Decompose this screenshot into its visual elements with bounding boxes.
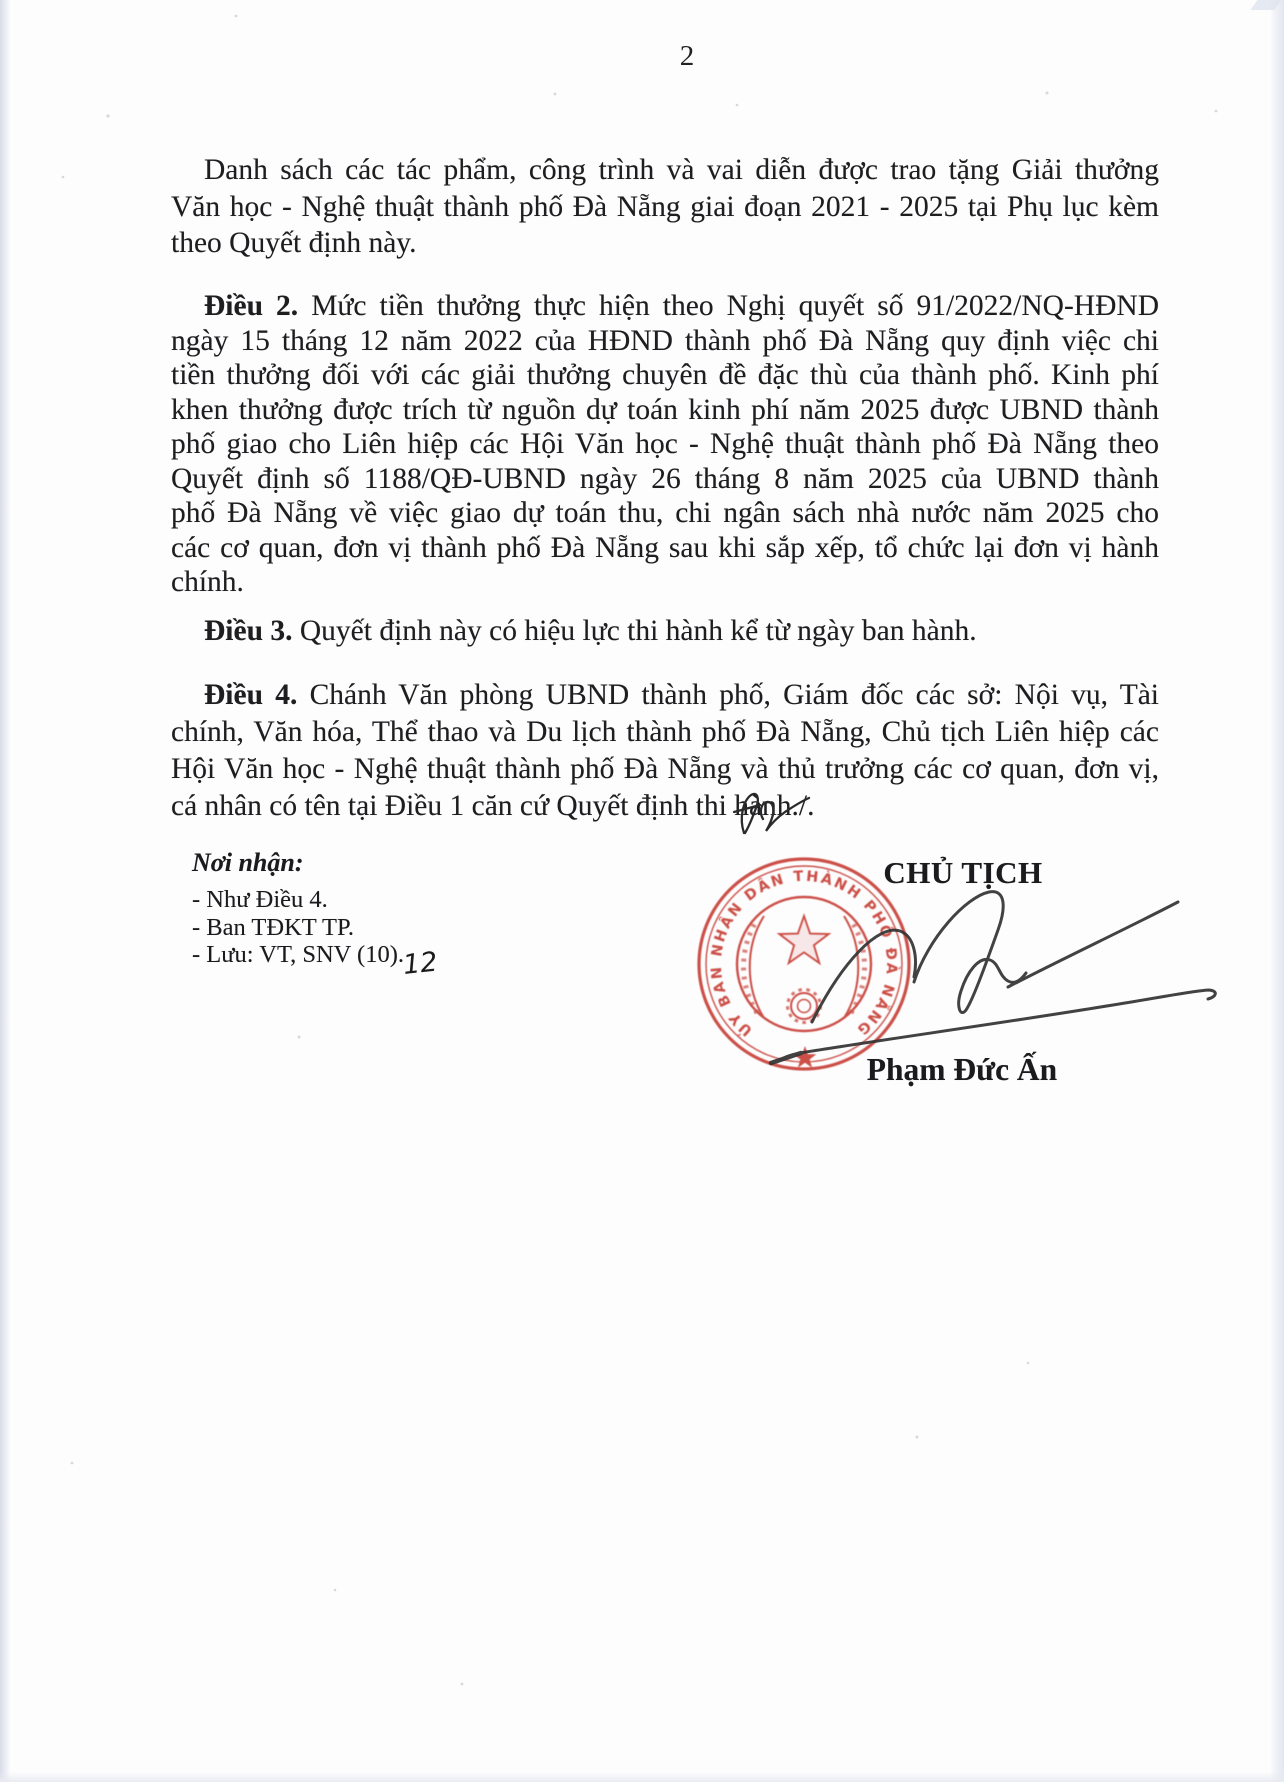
text-line-content: chính. — [171, 566, 244, 598]
text-line — [171, 189, 1159, 226]
page-edge-shadow-left — [0, 0, 11, 1782]
paragraph-intro — [171, 152, 1159, 262]
text-line-content: Quyết định này có hiệu lực thi hành kể từ ngày ban hành. — [292, 615, 977, 647]
article-lead: Điều 2. — [204, 290, 299, 322]
paragraph-article-3 — [171, 613, 1159, 650]
text-line-content: Quyết định số 1188/QĐ-UBND ngày 26 tháng 8 năm 2025 của UBND thành — [171, 462, 1159, 495]
text-line — [171, 714, 1159, 751]
signer-name: Phạm Đức Ấn — [866, 1052, 1058, 1087]
text-line — [171, 225, 1159, 262]
recipients-title: Nơi nhận: — [192, 848, 304, 877]
text-line-content: ngày 15 tháng 12 năm 2022 của HĐND thành phố Đà Nẵng quy định việc chi — [171, 324, 1159, 357]
text-line-content: Hội Văn học - Nghệ thuật thành phố Đà Nẵng và thủ trưởng các cơ quan, đơn vị, — [171, 753, 1159, 785]
text-line-content: Mức tiền thưởng thực hiện theo Nghị quyết số 91/2022/NQ-HĐND — [298, 290, 1160, 322]
text-line-content: phố giao cho Liên hiệp các Hội Văn học - Nghệ thuật thành phố Đà Nẵng theo — [171, 428, 1159, 460]
text-line-content: Văn học - Nghệ thuật thành phố Đà Nẵng giai đoạn 2021 - 2025 tại Phụ lục kèm — [171, 190, 1159, 223]
text-line-content: theo Quyết định này. — [171, 227, 417, 259]
text-line — [171, 358, 1159, 393]
handwritten-number: 12 — [401, 946, 439, 981]
page-number: 2 — [679, 40, 695, 72]
text-line — [171, 613, 1159, 650]
text-line — [171, 677, 1159, 714]
text-line — [171, 462, 1159, 497]
text-line — [171, 152, 1159, 189]
page-edge-shadow-right — [1270, 0, 1284, 1782]
text-line — [171, 324, 1159, 359]
stamp-bottom-star-icon — [794, 1046, 817, 1068]
text-line-content: chính, Văn hóa, Thể thao và Du lịch thành phố Đà Nẵng, Chủ tịch Liên hiệp các — [171, 716, 1159, 748]
text-line-content: Chánh Văn phòng UBND thành phố, Giám đốc các sở: Nội vụ, Tài — [297, 679, 1160, 711]
text-line — [171, 788, 1159, 825]
signer-title: CHỦ TỊCH — [883, 855, 1043, 890]
text-line-content: cá nhân có tên tại Điều 1 căn cứ Quyết định thi hành./. — [171, 790, 815, 822]
text-line-content: phố Đà Nẵng về việc giao dự toán thu, chi ngân sách nhà nước năm 2025 cho — [171, 497, 1159, 529]
article-lead: Điều 4. — [204, 679, 298, 711]
recipient-item: - Như Điều 4. — [192, 886, 328, 913]
text-line — [171, 531, 1159, 566]
text-line-content: các cơ quan, đơn vị thành phố Đà Nẵng sau khi sắp xếp, tổ chức lại đơn vị hành — [171, 531, 1159, 564]
text-line-content: tiền thưởng đối với các giải thưởng chuyên đề đặc thù của thành phố. Kinh phí — [171, 359, 1159, 391]
recipient-item: - Lưu: VT, SNV (10). — [192, 941, 404, 968]
paragraph-article-2 — [171, 289, 1159, 600]
text-line — [171, 751, 1159, 788]
text-line — [171, 393, 1159, 428]
paragraph-article-4 — [171, 677, 1159, 825]
article-lead: Điều 3. — [204, 615, 293, 647]
text-line-content: Danh sách các tác phẩm, công trình và vai diễn được trao tặng Giải thưởng — [204, 154, 1159, 186]
text-line — [171, 565, 1159, 600]
text-line — [171, 496, 1159, 531]
signature-ink — [771, 892, 1215, 1063]
recipient-item: - Ban TĐKT TP. — [192, 913, 354, 941]
text-line — [171, 427, 1159, 462]
national-emblem-icon — [744, 916, 865, 1023]
recipients-block — [192, 848, 404, 969]
page-edge-shadow-bottom — [0, 1772, 1284, 1782]
text-line-content: khen thưởng được trích từ nguồn dự toán kinh phí năm 2025 được UBND thành — [171, 393, 1159, 426]
text-line — [171, 289, 1159, 324]
stamp-arc-text: ỦY BAN NHÂN DÂN THÀNH PHỐ ĐÀ NẴNG — [708, 868, 900, 1039]
